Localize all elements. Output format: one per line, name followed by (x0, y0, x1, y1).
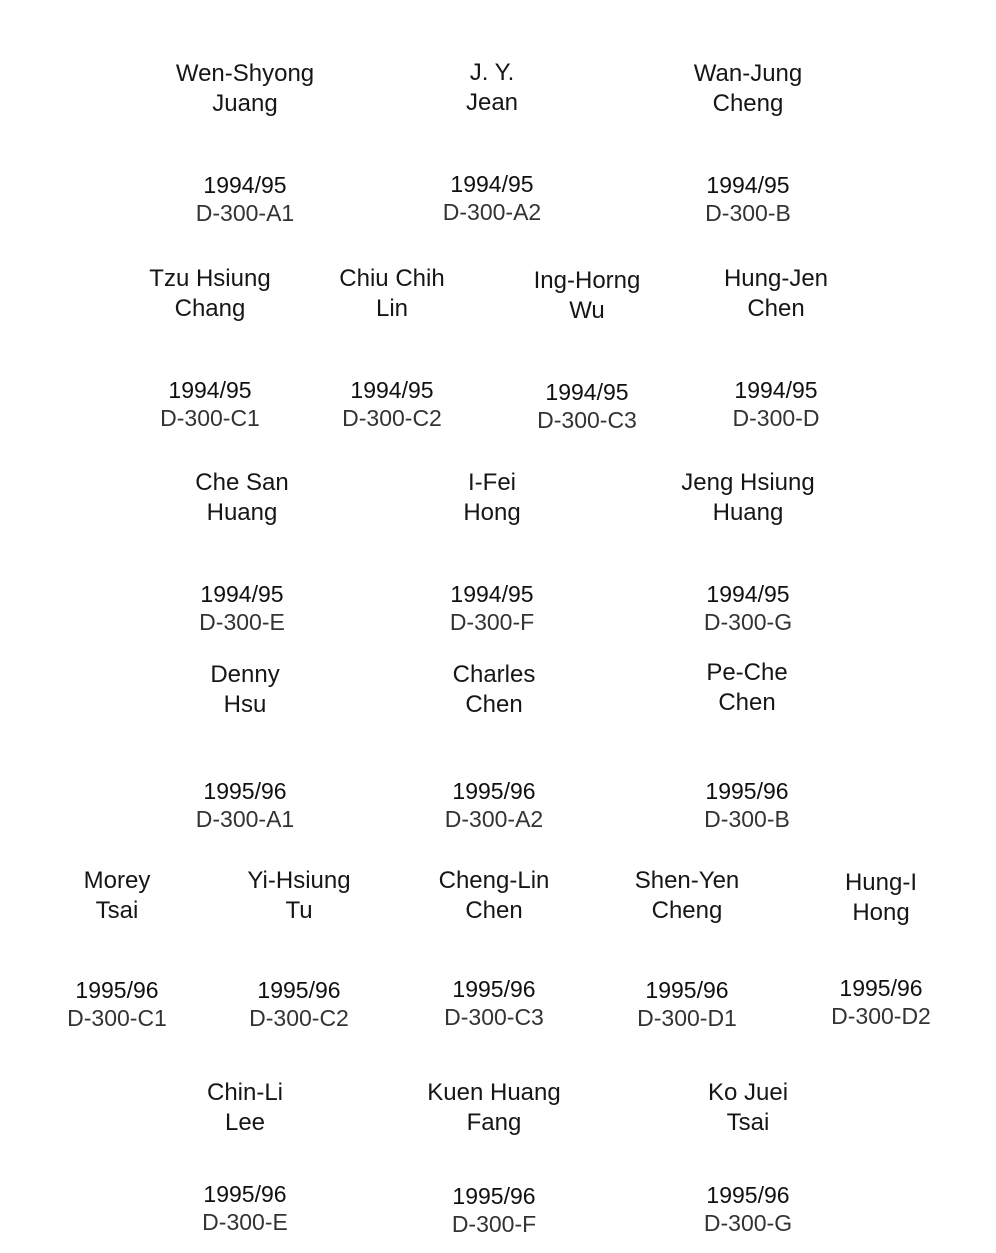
position-code: D-300-A2 (444, 806, 544, 832)
position-code: D-300-F (451, 1211, 537, 1237)
person-first-name: Chin-Li (206, 1079, 284, 1106)
position-code: D-300-B (705, 200, 791, 226)
person-last-name: Hong (463, 499, 521, 526)
position-code: D-300-C2 (342, 405, 442, 431)
person-last-name: Tu (285, 897, 313, 924)
person-last-name: Chen (747, 295, 805, 322)
person-first-name: I-Fei (468, 469, 516, 496)
person-first-name: Wan-Jung (693, 60, 803, 87)
season-year: 1995/96 (705, 778, 789, 804)
position-code: D-300-C1 (67, 1005, 167, 1031)
entry-card (384, 866, 604, 1031)
position-code: D-300-A1 (195, 200, 295, 226)
entry-card (384, 660, 604, 833)
season-year: 1995/96 (452, 1183, 536, 1209)
entry-card (637, 658, 857, 833)
person-first-name: Jeng Hsiung (681, 469, 815, 496)
person-last-name: Lee (224, 1109, 266, 1136)
person-first-name: Ing-Horng (533, 267, 641, 294)
position-code: D-300-A1 (195, 806, 295, 832)
position-code: D-300-D (732, 405, 820, 431)
person-last-name: Juang (212, 90, 278, 117)
person-last-name: Tsai (95, 897, 139, 924)
season-year: 1994/95 (168, 377, 252, 403)
person-first-name: Hung-I (844, 869, 918, 896)
season-year: 1994/95 (450, 581, 534, 607)
position-code: D-300-B (704, 806, 790, 832)
entry-card (382, 468, 602, 636)
person-first-name: Pe-Che (706, 659, 788, 686)
entry-card (384, 1078, 604, 1238)
season-year: 1994/95 (200, 581, 284, 607)
person-last-name: Cheng (651, 897, 723, 924)
entry-card (771, 868, 991, 1030)
person-first-name: Hung-Jen (723, 265, 829, 292)
position-code: D-300-G (703, 1210, 793, 1236)
position-code: D-300-C1 (160, 405, 260, 431)
entry-card (577, 866, 797, 1032)
season-year: 1994/95 (734, 377, 818, 403)
position-code: D-300-D1 (637, 1005, 737, 1031)
position-code: D-300-C2 (249, 1005, 349, 1031)
person-first-name: Kuen Huang (427, 1079, 561, 1106)
entry-card (638, 468, 858, 636)
person-last-name: Tsai (726, 1109, 770, 1136)
season-year: 1994/95 (450, 171, 534, 197)
entry-card (132, 468, 352, 636)
person-last-name: Huang (712, 499, 784, 526)
person-last-name: Chen (465, 897, 523, 924)
season-year: 1995/96 (203, 1181, 287, 1207)
person-last-name: Fang (466, 1109, 522, 1136)
entry-card (666, 264, 886, 432)
person-last-name: Huang (206, 499, 278, 526)
entry-card (135, 59, 355, 227)
position-code: D-300-E (199, 609, 285, 635)
person-first-name: Cheng-Lin (438, 867, 550, 894)
season-year: 1995/96 (645, 977, 729, 1003)
position-code: D-300-E (202, 1209, 288, 1235)
person-last-name: Chen (465, 691, 523, 718)
person-last-name: Chen (718, 689, 776, 716)
entry-card (477, 266, 697, 434)
person-last-name: Lin (375, 295, 409, 322)
person-first-name: Tzu Hsiung (149, 265, 271, 292)
season-year: 1995/96 (75, 977, 159, 1003)
person-last-name: Hsu (223, 691, 267, 718)
person-first-name: Che San (195, 469, 289, 496)
person-first-name: Charles (452, 661, 536, 688)
person-last-name: Wu (569, 297, 605, 324)
entry-card (135, 1078, 355, 1236)
season-year: 1995/96 (706, 1182, 790, 1208)
entry-card (638, 1078, 858, 1237)
person-last-name: Cheng (712, 90, 784, 117)
season-year: 1994/95 (545, 379, 629, 405)
season-year: 1995/96 (452, 976, 536, 1002)
season-year: 1995/96 (257, 977, 341, 1003)
season-year: 1995/96 (452, 778, 536, 804)
position-code: D-300-C3 (537, 407, 637, 433)
person-first-name: Denny (210, 661, 280, 688)
person-first-name: Yi-Hsiung (247, 867, 351, 894)
position-code: D-300-D2 (831, 1003, 931, 1029)
season-year: 1994/95 (706, 172, 790, 198)
season-year: 1994/95 (350, 377, 434, 403)
entry-card (638, 59, 858, 227)
person-first-name: Morey (83, 867, 151, 894)
entry-card (382, 58, 602, 226)
season-year: 1995/96 (203, 778, 287, 804)
position-code: D-300-F (449, 609, 535, 635)
entry-card (189, 866, 409, 1032)
season-year: 1995/96 (839, 975, 923, 1001)
position-code: D-300-G (703, 609, 793, 635)
position-code: D-300-C3 (444, 1004, 544, 1030)
season-year: 1994/95 (706, 581, 790, 607)
person-first-name: Wen-Shyong (175, 60, 315, 87)
person-last-name: Jean (465, 89, 519, 116)
person-last-name: Chang (174, 295, 246, 322)
position-code: D-300-A2 (442, 199, 542, 225)
person-first-name: Shen-Yen (634, 867, 740, 894)
person-last-name: Hong (852, 899, 910, 926)
entry-card (282, 264, 502, 432)
season-year: 1994/95 (203, 172, 287, 198)
person-first-name: Chiu Chih (339, 265, 445, 292)
person-first-name: J. Y. (469, 59, 515, 86)
entry-card (135, 660, 355, 833)
person-first-name: Ko Juei (707, 1079, 789, 1106)
